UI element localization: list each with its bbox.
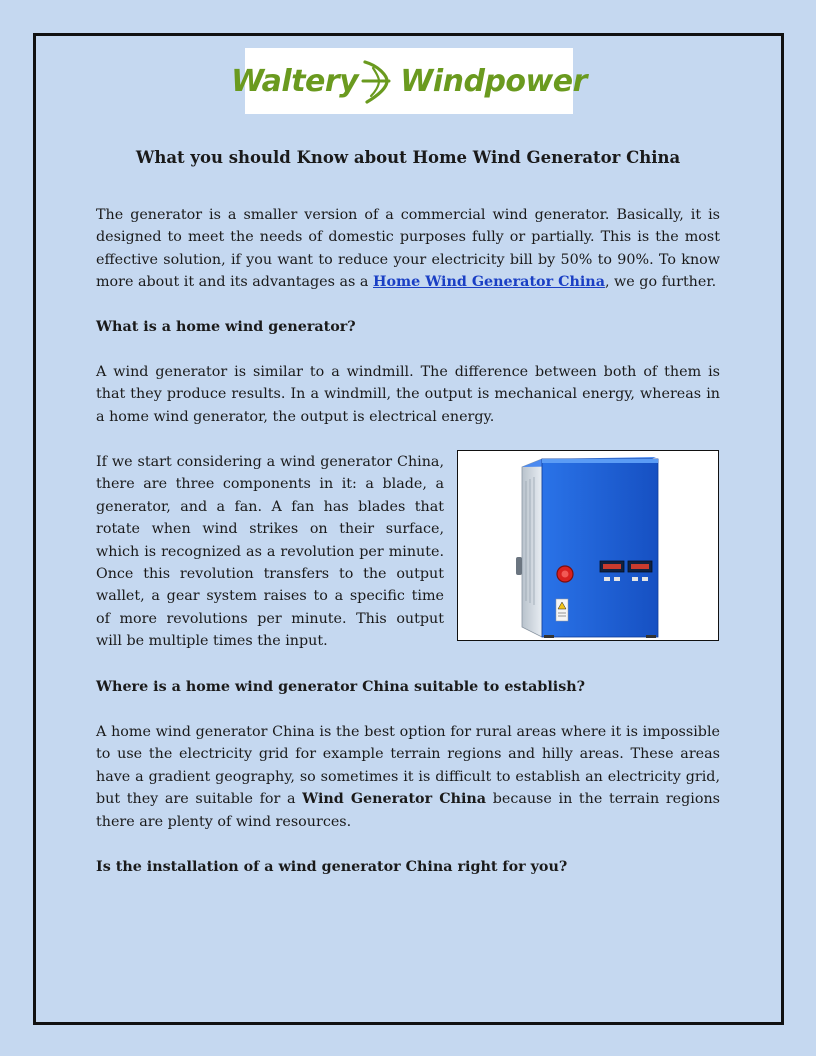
section-heading-installation: Is the installation of a wind generator China right for you? (96, 859, 568, 875)
intro-text-end: , we go further. (604, 274, 717, 291)
article-title: What you should Know about Home Wind Generator China (135, 148, 681, 167)
windmill-comparison-paragraph: A wind generator is similar to a windmill. The difference between both of them is that they produce results. In a windmill, the output is mechanical energy, whereas in a home wind generator, the output is electrical energy. (96, 364, 720, 425)
section-heading-where: Where is a home wind generator China suitable to establish? (96, 679, 586, 695)
wind-turbine-icon (359, 56, 399, 106)
rural-areas-text-end: because in the terrain regions there are plenty of wind resources. (96, 791, 720, 830)
wind-generator-china-keyword: Wind Generator China (302, 791, 487, 808)
home-wind-generator-link[interactable]: Home Wind Generator China (373, 274, 605, 291)
intro-text: The generator is a smaller version of a commercial wind generator. Basically, it is designed to meet the needs of domestic purposes fully or partially. This is the most effective solution, if you want to reduce your electricity bill by 50% to 90%. To know more about it and its advantages as a (96, 207, 720, 291)
product-photo-frame (457, 450, 719, 641)
logo-text-right: Windpower (400, 63, 587, 99)
rural-areas-text: A home wind generator China is the best option for rural areas where it is impossible to use the electricity grid for example terrain regions and hilly areas. These areas have a gradient geography, so sometimes it is difficult to establish an electricity grid, but they are suitable for a (96, 724, 720, 808)
company-logo (231, 48, 587, 114)
rural-areas-paragraph (96, 721, 720, 833)
logo-text-left: Waltery (231, 63, 359, 99)
wind-generator-controller-image (458, 451, 718, 640)
components-paragraph: If we start considering a wind generator China, there are three components in it: a blade, a generator, and a fan. A fan has blades that rotate when wind strikes on their surface, which is recognized as a revolution per minute. Once this revolution transfers to the output wallet, a gear system raises to a specific time of more revolutions per minute. This output will be multiple times the input. (96, 454, 444, 650)
intro-paragraph (96, 204, 720, 294)
section-heading-what-is: What is a home wind generator? (96, 319, 356, 335)
